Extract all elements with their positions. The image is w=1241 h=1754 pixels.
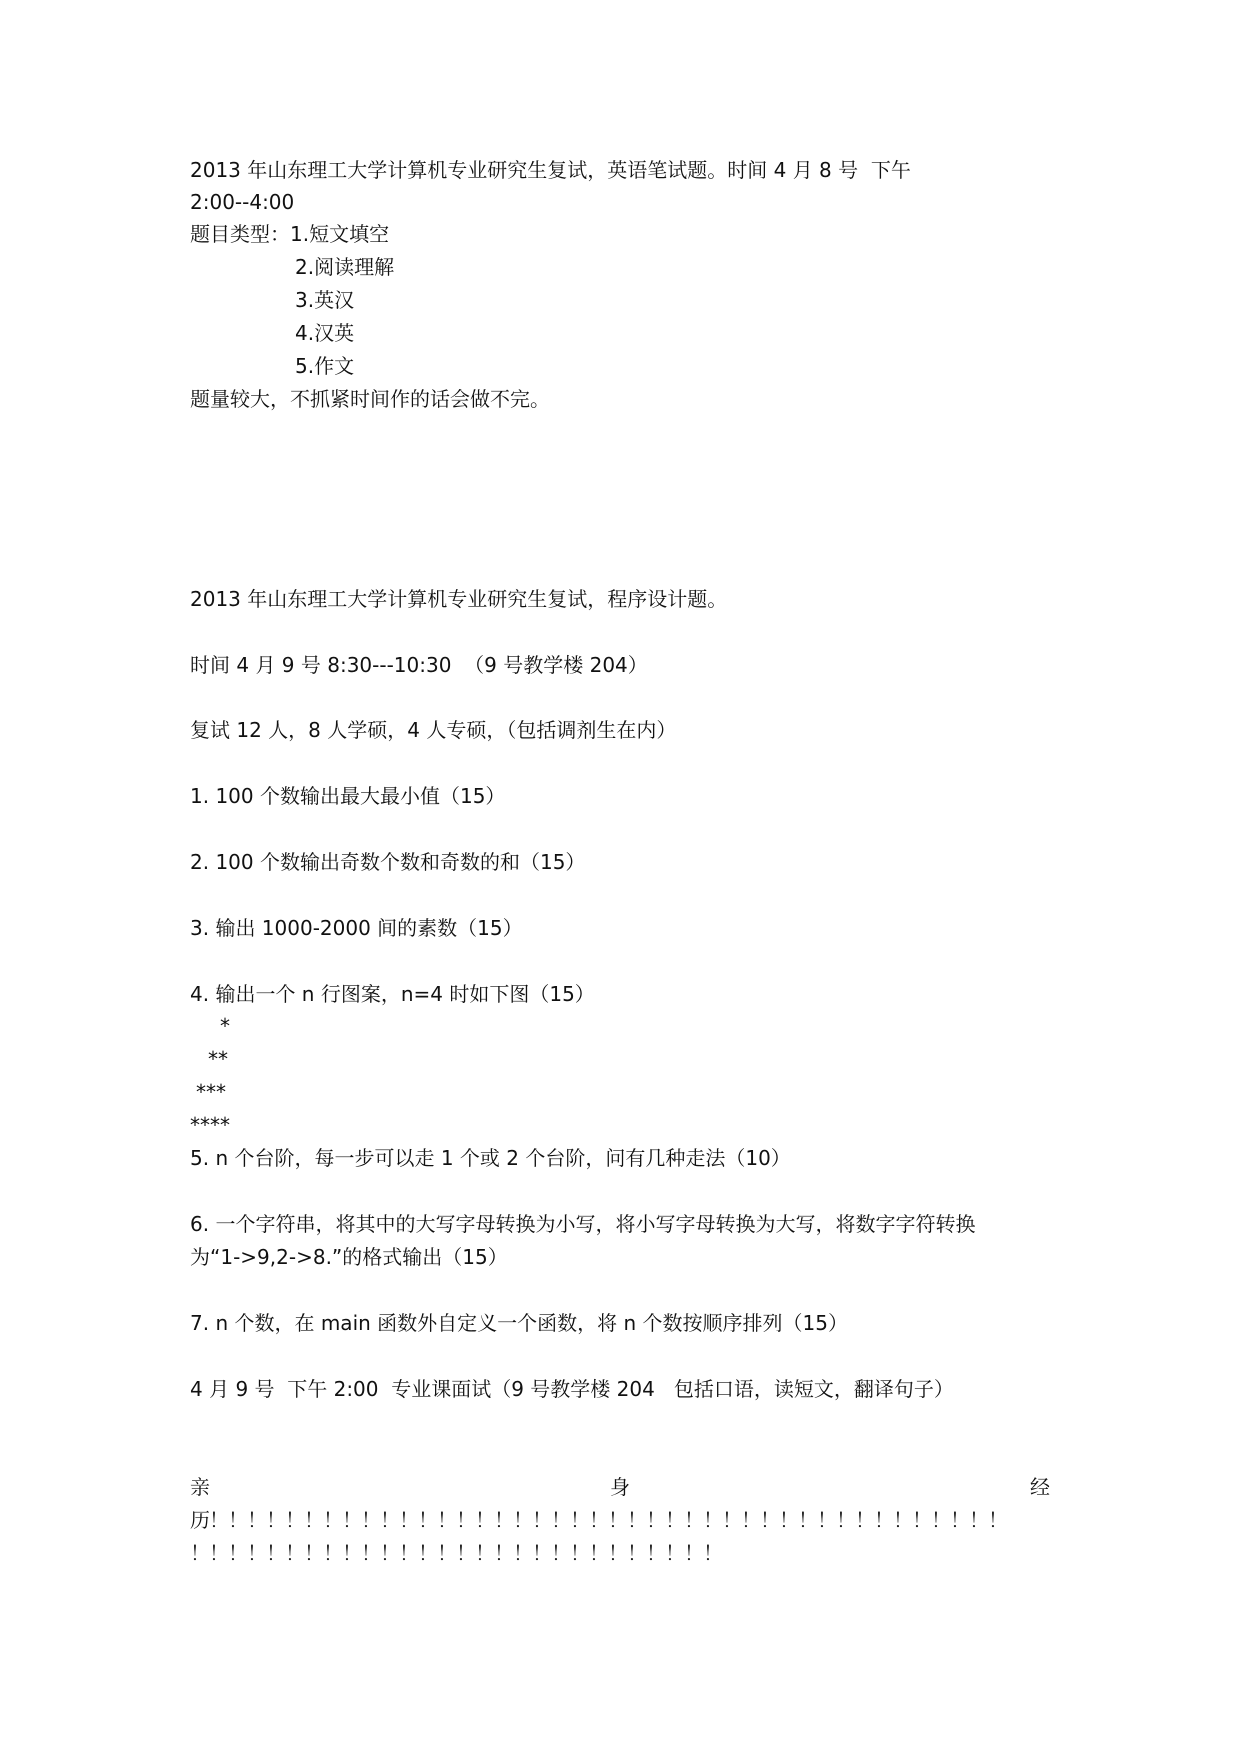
question-type-4: 4.汉英	[295, 321, 355, 345]
footer-spread-line	[190, 1475, 1050, 1499]
question-2: 2. 100 个数输出奇数个数和奇数的和（15）	[190, 850, 586, 874]
question-type-2: 2.阅读理解	[295, 255, 395, 279]
footer-word-3: 经	[1030, 1475, 1050, 1499]
english-exam-title-line1: 2013 年山东理工大学计算机专业研究生复试，英语笔试题。时间 4 月 8 号 下午	[190, 158, 911, 182]
question-7: 7. n 个数，在 main 函数外自定义一个函数，将 n 个数按顺序排列（15）	[190, 1311, 848, 1335]
question-6-line1: 6. 一个字符串，将其中的大写字母转换为小写，将小写字母转换为大写，将数字字符转换	[190, 1212, 976, 1236]
pattern-row-1: *	[220, 1014, 230, 1038]
question-4: 4. 输出一个 n 行图案，n=4 时如下图（15）	[190, 982, 595, 1006]
footer-word-2: 身	[610, 1475, 630, 1499]
pattern-row-4: ****	[190, 1113, 230, 1137]
workload-note: 题量较大，不抓紧时间作的话会做不完。	[190, 387, 550, 411]
footer-word-1: 亲	[190, 1475, 210, 1499]
footer-exclamation-line2: ！！！！！！！！！！！！！！！！！！！！！！！！！！！！	[190, 1541, 722, 1565]
question-type-3: 3.英汉	[295, 288, 355, 312]
question-type-5: 5.作文	[295, 354, 355, 378]
question-types-label: 题目类型：1.短文填空	[190, 222, 390, 246]
footer-exclamation-line1: 历！！！！！！！！！！！！！！！！！！！！！！！！！！！！！！！！！！！！！！！！！！	[190, 1508, 1007, 1532]
question-6-line2: 为“1->9,2->8.”的格式输出（15）	[190, 1245, 508, 1269]
candidate-count: 复试 12 人，8 人学硕，4 人专硕，（包括调剂生在内）	[190, 718, 677, 742]
question-1: 1. 100 个数输出最大最小值（15）	[190, 784, 506, 808]
question-3: 3. 输出 1000-2000 间的素数（15）	[190, 916, 523, 940]
programming-exam-time: 时间 4 月 9 号 8:30---10:30 （9 号教学楼 204）	[190, 653, 648, 677]
interview-info: 4 月 9 号 下午 2:00 专业课面试（9 号教学楼 204 包括口语，读短文，翻译句子）	[190, 1377, 954, 1401]
pattern-row-2: **	[208, 1047, 228, 1071]
question-5: 5. n 个台阶，每一步可以走 1 个或 2 个台阶，问有几种走法（10）	[190, 1146, 791, 1170]
pattern-row-3: ***	[196, 1080, 226, 1104]
english-exam-title-line2: 2:00--4:00	[190, 190, 295, 214]
programming-exam-title: 2013 年山东理工大学计算机专业研究生复试，程序设计题。	[190, 587, 728, 611]
